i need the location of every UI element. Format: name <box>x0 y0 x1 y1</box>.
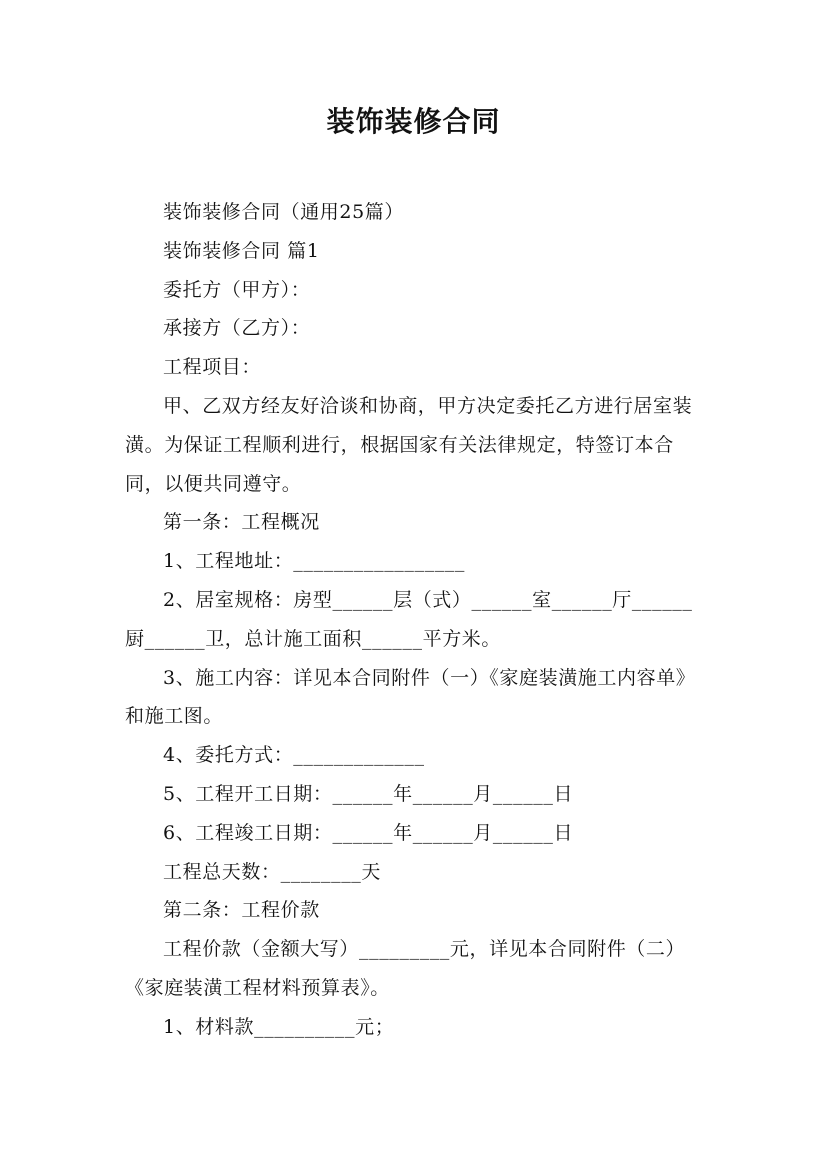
paragraph: 工程项目： <box>163 356 262 379</box>
paragraph: 3、施工内容：详见本合同附件（一）《家庭装潢施工内容单》和施工图。 <box>125 666 696 728</box>
paragraph: 2、居室规格：房型______层（式）______室______厅______厨______卫，总计施工面积______平方米。 <box>125 588 693 650</box>
paragraph: 工程总天数：________天 <box>163 860 382 883</box>
paragraph: 4、委托方式：_____________ <box>163 744 425 767</box>
paragraph: 1、工程地址：_________________ <box>163 550 465 573</box>
section-heading: 第二条：工程价款 <box>163 899 320 922</box>
document-body <box>125 193 705 1047</box>
paragraph: 6、工程竣工日期：______年______月______日 <box>163 821 574 844</box>
document-title: 装饰装修合同 <box>326 105 501 138</box>
paragraph: 装饰装修合同 篇1 <box>163 239 320 262</box>
paragraph: 装饰装修合同（通用25篇） <box>163 201 404 223</box>
paragraph: 甲、乙双方经友好洽谈和协商，甲方决定委托乙方进行居室装潢。为保证工程顺利进行，根据国家有关法律规定，特签订本合同，以便共同遵守。 <box>125 394 693 495</box>
section-heading: 第一条：工程概况 <box>163 511 320 534</box>
paragraph: 5、工程开工日期：______年______月______日 <box>163 782 574 805</box>
paragraph: 承接方（乙方）： <box>163 317 311 340</box>
paragraph: 1、材料款__________元； <box>163 1015 395 1038</box>
paragraph: 委托方（甲方）： <box>163 278 311 301</box>
paragraph: 工程价款（金额大写）_________元，详见本合同附件（二）《家庭装潢工程材料预算表》。 <box>125 938 686 999</box>
